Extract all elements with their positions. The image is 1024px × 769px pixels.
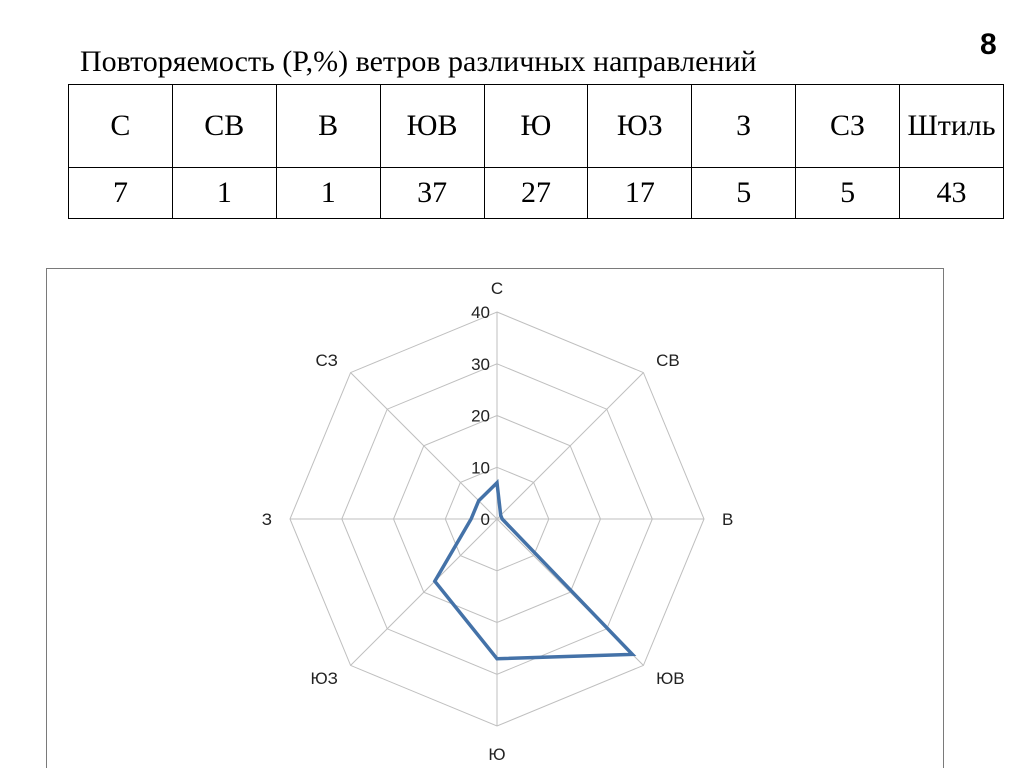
wind-frequency-table bbox=[68, 84, 1004, 219]
radial-tick-label: 30 bbox=[471, 354, 490, 374]
category-label: ЮЗ bbox=[310, 669, 338, 689]
table-header-cell: ЮВ bbox=[380, 85, 484, 168]
table-header-cell: С bbox=[69, 85, 173, 168]
table-header-cell: СВ bbox=[172, 85, 276, 168]
series-line bbox=[435, 483, 633, 659]
table-value-cell: 17 bbox=[588, 168, 692, 219]
table-value-cell: 1 bbox=[172, 168, 276, 219]
slide-title: Повторяемость (P,%) ветров различных направлений bbox=[80, 45, 757, 78]
radial-tick-label: 20 bbox=[471, 406, 490, 426]
radar-chart bbox=[47, 269, 945, 769]
table-header-cell: СЗ bbox=[796, 85, 900, 168]
table-value-cell: 43 bbox=[900, 168, 1004, 219]
category-label: З bbox=[261, 510, 272, 529]
table-value-cell: 37 bbox=[380, 168, 484, 219]
table-value-cell: 5 bbox=[692, 168, 796, 219]
category-label: В bbox=[722, 510, 734, 529]
slide-number: 8 bbox=[980, 28, 997, 61]
table-value-cell: 7 bbox=[69, 168, 173, 219]
radial-tick-label: 0 bbox=[480, 510, 490, 529]
category-label: СЗ bbox=[315, 350, 338, 370]
table-value-cell: 5 bbox=[796, 168, 900, 219]
table-header-cell: З bbox=[692, 85, 796, 168]
radial-tick-label: 10 bbox=[471, 458, 490, 478]
table-value-cell: 1 bbox=[276, 168, 380, 219]
radial-tick-label: 40 bbox=[471, 303, 490, 322]
table-header-row bbox=[69, 85, 1004, 168]
category-label: Ю bbox=[488, 745, 506, 764]
category-label: СВ bbox=[656, 350, 680, 370]
table-value-row bbox=[69, 168, 1004, 219]
chart-frame bbox=[46, 268, 944, 768]
category-label: ЮВ bbox=[656, 669, 685, 689]
table-header-cell: Штиль bbox=[900, 85, 1004, 168]
table-header-cell: Ю bbox=[484, 85, 588, 168]
table-header-cell: ЮЗ bbox=[588, 85, 692, 168]
category-label: С bbox=[490, 279, 504, 298]
table-header-cell: В bbox=[276, 85, 380, 168]
table-value-cell: 27 bbox=[484, 168, 588, 219]
